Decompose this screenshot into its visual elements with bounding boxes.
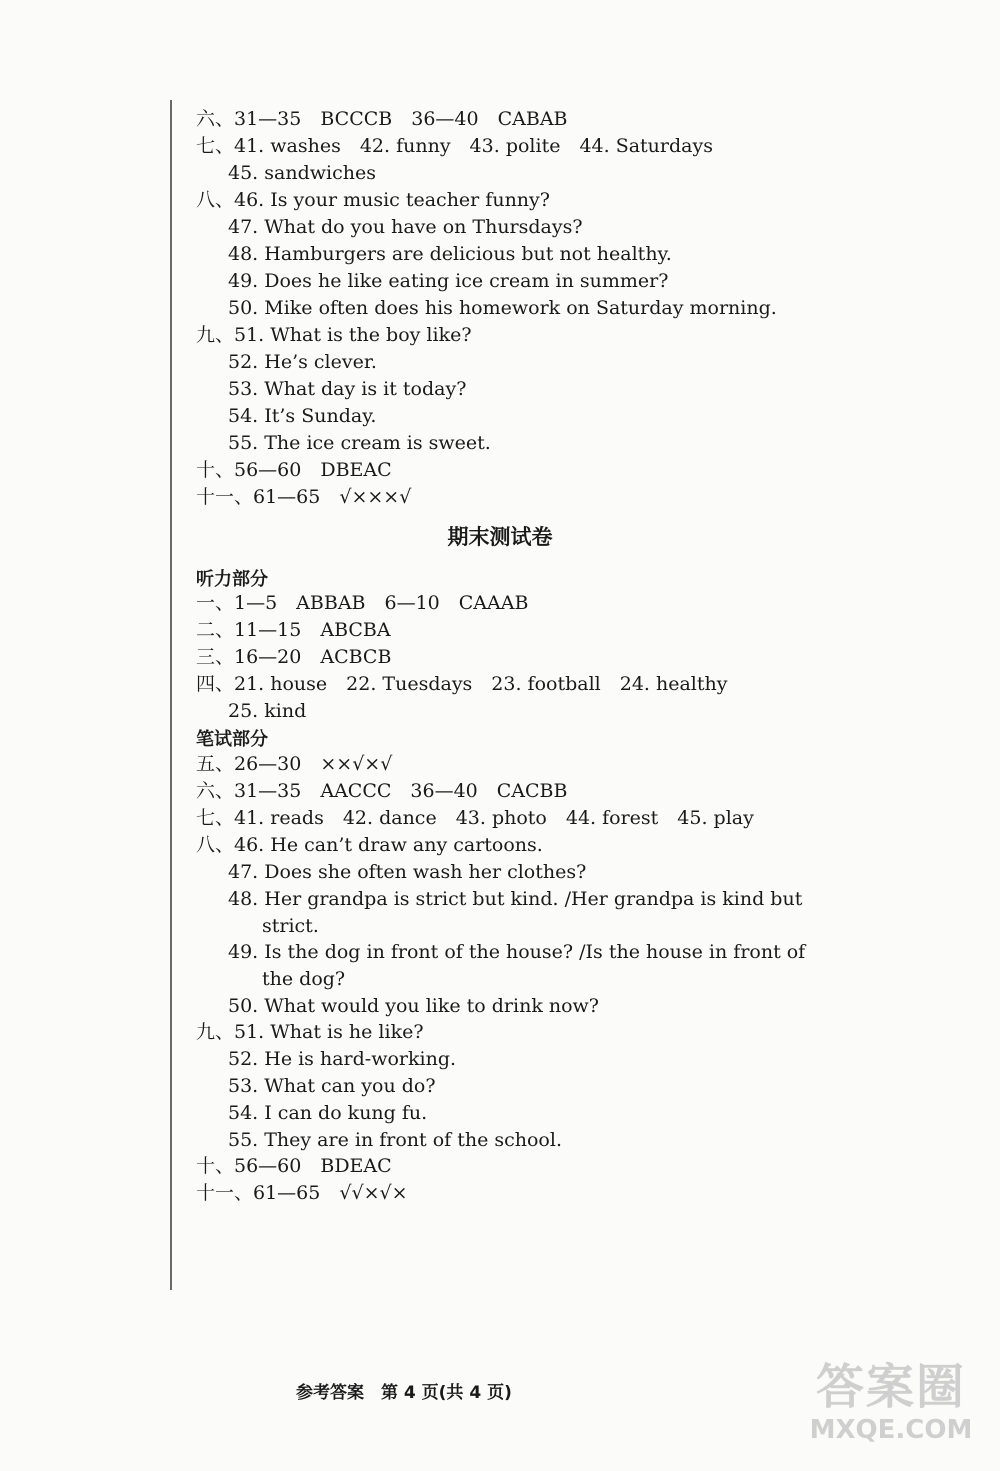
answer-line: strict. bbox=[262, 915, 319, 937]
answer-line: 二、11—15 ABCBA bbox=[196, 619, 391, 641]
answer-line: 47. Does she often wash her clothes? bbox=[228, 861, 587, 883]
answer-line: 53. What can you do? bbox=[228, 1075, 436, 1097]
answer-line: 53. What day is it today? bbox=[228, 378, 467, 400]
answer-line: 九、51. What is the boy like? bbox=[196, 324, 472, 346]
answer-line: 五、26—30 ××√×√ bbox=[196, 753, 393, 775]
answer-line: 九、51. What is he like? bbox=[196, 1021, 424, 1043]
answer-line: 48. Her grandpa is strict but kind. /Her grandpa is kind but bbox=[228, 888, 803, 910]
answer-line: 54. It’s Sunday. bbox=[228, 405, 377, 427]
margin-line bbox=[170, 100, 172, 1290]
watermark-url: MXQE.COM bbox=[809, 1415, 973, 1445]
watermark bbox=[796, 1359, 986, 1459]
answer-line: 52. He’s clever. bbox=[228, 351, 377, 373]
answer-line: 三、16—20 ACBCB bbox=[196, 646, 392, 668]
answer-line: 50. Mike often does his homework on Saturday morning. bbox=[228, 297, 777, 319]
answer-line: 45. sandwiches bbox=[228, 162, 376, 184]
answer-line: 十一、61—65 √√×√× bbox=[196, 1182, 408, 1204]
page-footer: 参考答案 第 4 页(共 4 页) bbox=[296, 1383, 512, 1403]
answer-line: 八、46. He can’t draw any cartoons. bbox=[196, 834, 543, 856]
written-section-header: 笔试部分 bbox=[196, 729, 268, 750]
answer-line: 七、41. washes 42. funny 43. polite 44. Saturdays bbox=[196, 135, 713, 157]
answer-line: 49. Does he like eating ice cream in summer? bbox=[228, 270, 669, 292]
answer-line: 六、31—35 AACCC 36—40 CACBB bbox=[196, 780, 568, 802]
answer-line: 47. What do you have on Thursdays? bbox=[228, 216, 583, 238]
answer-line: 52. He is hard-working. bbox=[228, 1048, 457, 1070]
answer-line: 十、56—60 DBEAC bbox=[196, 459, 392, 481]
answer-line: 25. kind bbox=[228, 700, 307, 722]
answer-line: 54. I can do kung fu. bbox=[228, 1102, 428, 1124]
answer-line: the dog? bbox=[262, 968, 346, 990]
final-exam-title: 期末测试卷 bbox=[447, 525, 553, 549]
answer-line: 六、31—35 BCCCB 36—40 CABAB bbox=[196, 108, 568, 130]
answer-line: 一、1—5 ABBAB 6—10 CAAAB bbox=[196, 592, 529, 614]
answer-line: 十、56—60 BDEAC bbox=[196, 1155, 392, 1177]
answer-line: 四、21. house 22. Tuesdays 23. football 24. healthy bbox=[196, 673, 728, 695]
listening-section-header: 听力部分 bbox=[196, 569, 268, 590]
answer-line: 十一、61—65 √×××√ bbox=[196, 486, 412, 508]
answer-line: 48. Hamburgers are delicious but not healthy. bbox=[228, 243, 672, 265]
answer-line: 50. What would you like to drink now? bbox=[228, 995, 599, 1017]
watermark-logo: 答案圈 bbox=[815, 1359, 966, 1415]
answer-line: 七、41. reads 42. dance 43. photo 44. forest 45. play bbox=[196, 807, 754, 829]
answer-line: 八、46. Is your music teacher funny? bbox=[196, 189, 550, 211]
answer-line: 55. They are in front of the school. bbox=[228, 1129, 562, 1151]
answer-line: 55. The ice cream is sweet. bbox=[228, 432, 491, 454]
answer-line: 49. Is the dog in front of the house? /Is the house in front of bbox=[228, 941, 806, 963]
